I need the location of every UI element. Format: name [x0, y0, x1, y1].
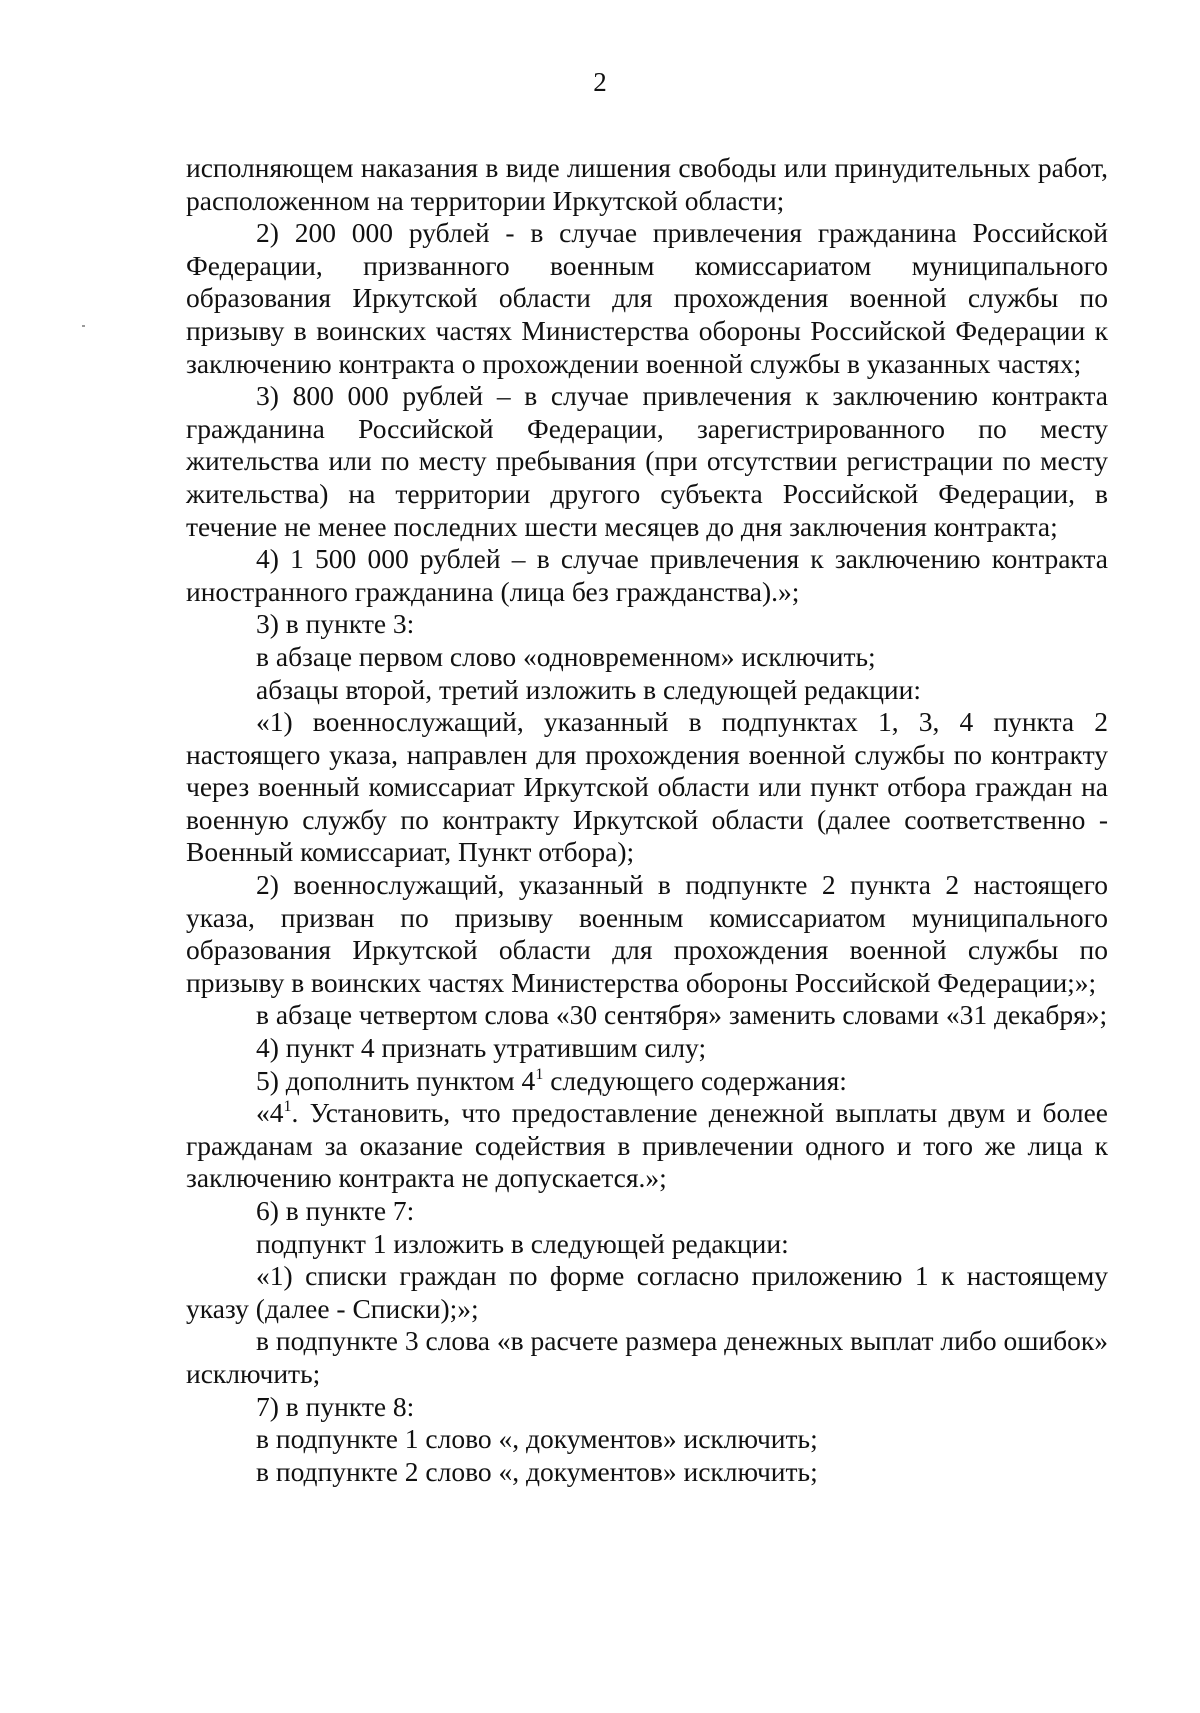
paragraph [186, 1065, 1108, 1098]
paragraph [186, 1097, 1108, 1195]
paragraph: исполняющем наказания в виде лишения свободы или принудительных работ, расположенном на территории Иркутской области; [186, 152, 1108, 216]
paragraph: 7) в пункте 8: [256, 1390, 415, 1422]
paragraph: абзацы второй, третий изложить в следующей редакции: [256, 673, 921, 705]
document-body [186, 152, 1108, 1488]
paragraph: в подпункте 3 слова «в расчете размера денежных выплат либо ошибок» исключить; [186, 1325, 1108, 1389]
paragraph: в абзаце первом слово «одновременном» исключить; [256, 640, 876, 672]
paragraph: «1) списки граждан по форме согласно приложению 1 к настоящему указу (далее - Списки);»; [186, 1260, 1108, 1324]
paragraph: 3) 800 000 рублей – в случае привлечения к заключению контракта гражданина Российской Федерации, зарегистрированного по месту жительства или по месту пребывания (при отсутствии регистрации по месту жительства) на территории другого субъекта Российской Федерации, в течение не менее последних шести месяцев до дня заключения контракта; [186, 380, 1108, 542]
scan-speck [82, 325, 85, 327]
paragraph: в подпункте 2 слово «, документов» исключить; [256, 1455, 818, 1487]
paragraph: 4) пункт 4 признать утратившим силу; [256, 1032, 707, 1064]
paragraph: «1) военнослужащий, указанный в подпунктах 1, 3, 4 пункта 2 настоящего указа, направлен для прохождения военной службы по контракту через военный комиссариат Иркутской области или пункт отбора граждан на военную службу по контракту Иркутской области (далее соответственно - Военный комиссариат, Пункт отбора); [186, 706, 1108, 868]
paragraph: подпункт 1 изложить в следующей редакции: [256, 1227, 789, 1259]
superscript: 1 [535, 1065, 544, 1083]
paragraph: 6) в пункте 7: [256, 1195, 415, 1226]
paragraph: в подпункте 1 слово «, документов» исключить; [256, 1423, 818, 1455]
paragraph: в абзаце четвертом слова «30 сентября» заменить словами «31 декабря»; [256, 999, 1108, 1031]
paragraph: 4) 1 500 000 рублей – в случае привлечения к заключению контракта иностранного гражданина (лица без гражданства).»; [186, 543, 1108, 607]
paragraph: 2) 200 000 рублей - в случае привлечения гражданина Российской Федерации, призванного военным комиссариатом муниципального образования Иркутской области для прохождения военной службы по призыву в воинских частях Министерства обороны Российской Федерации к заключению контракта о прохождении военной службы в указанных частях; [186, 217, 1108, 379]
text-run: 5) дополнить пунктом 4 [256, 1064, 536, 1096]
text-run: следующего содержания: [543, 1064, 847, 1096]
text-run: . Установить, что предоставление денежной выплаты двум и более гражданам за оказание содействия в привлечении одного и того же лица к заключению контракта не допускается.»; [186, 1097, 1108, 1194]
page-number: 2 [593, 67, 607, 97]
text-run: «4 [256, 1097, 284, 1129]
superscript: 1 [283, 1098, 292, 1116]
paragraph: 2) военнослужащий, указанный в подпункте 2 пункта 2 настоящего указа, призван по призыву военным комиссариатом муниципального образования Иркутской области для прохождения военной службы по призыву в воинских частях Министерства обороны Российской Федерации;»; [186, 869, 1108, 998]
paragraph: 3) в пункте 3: [256, 608, 415, 640]
